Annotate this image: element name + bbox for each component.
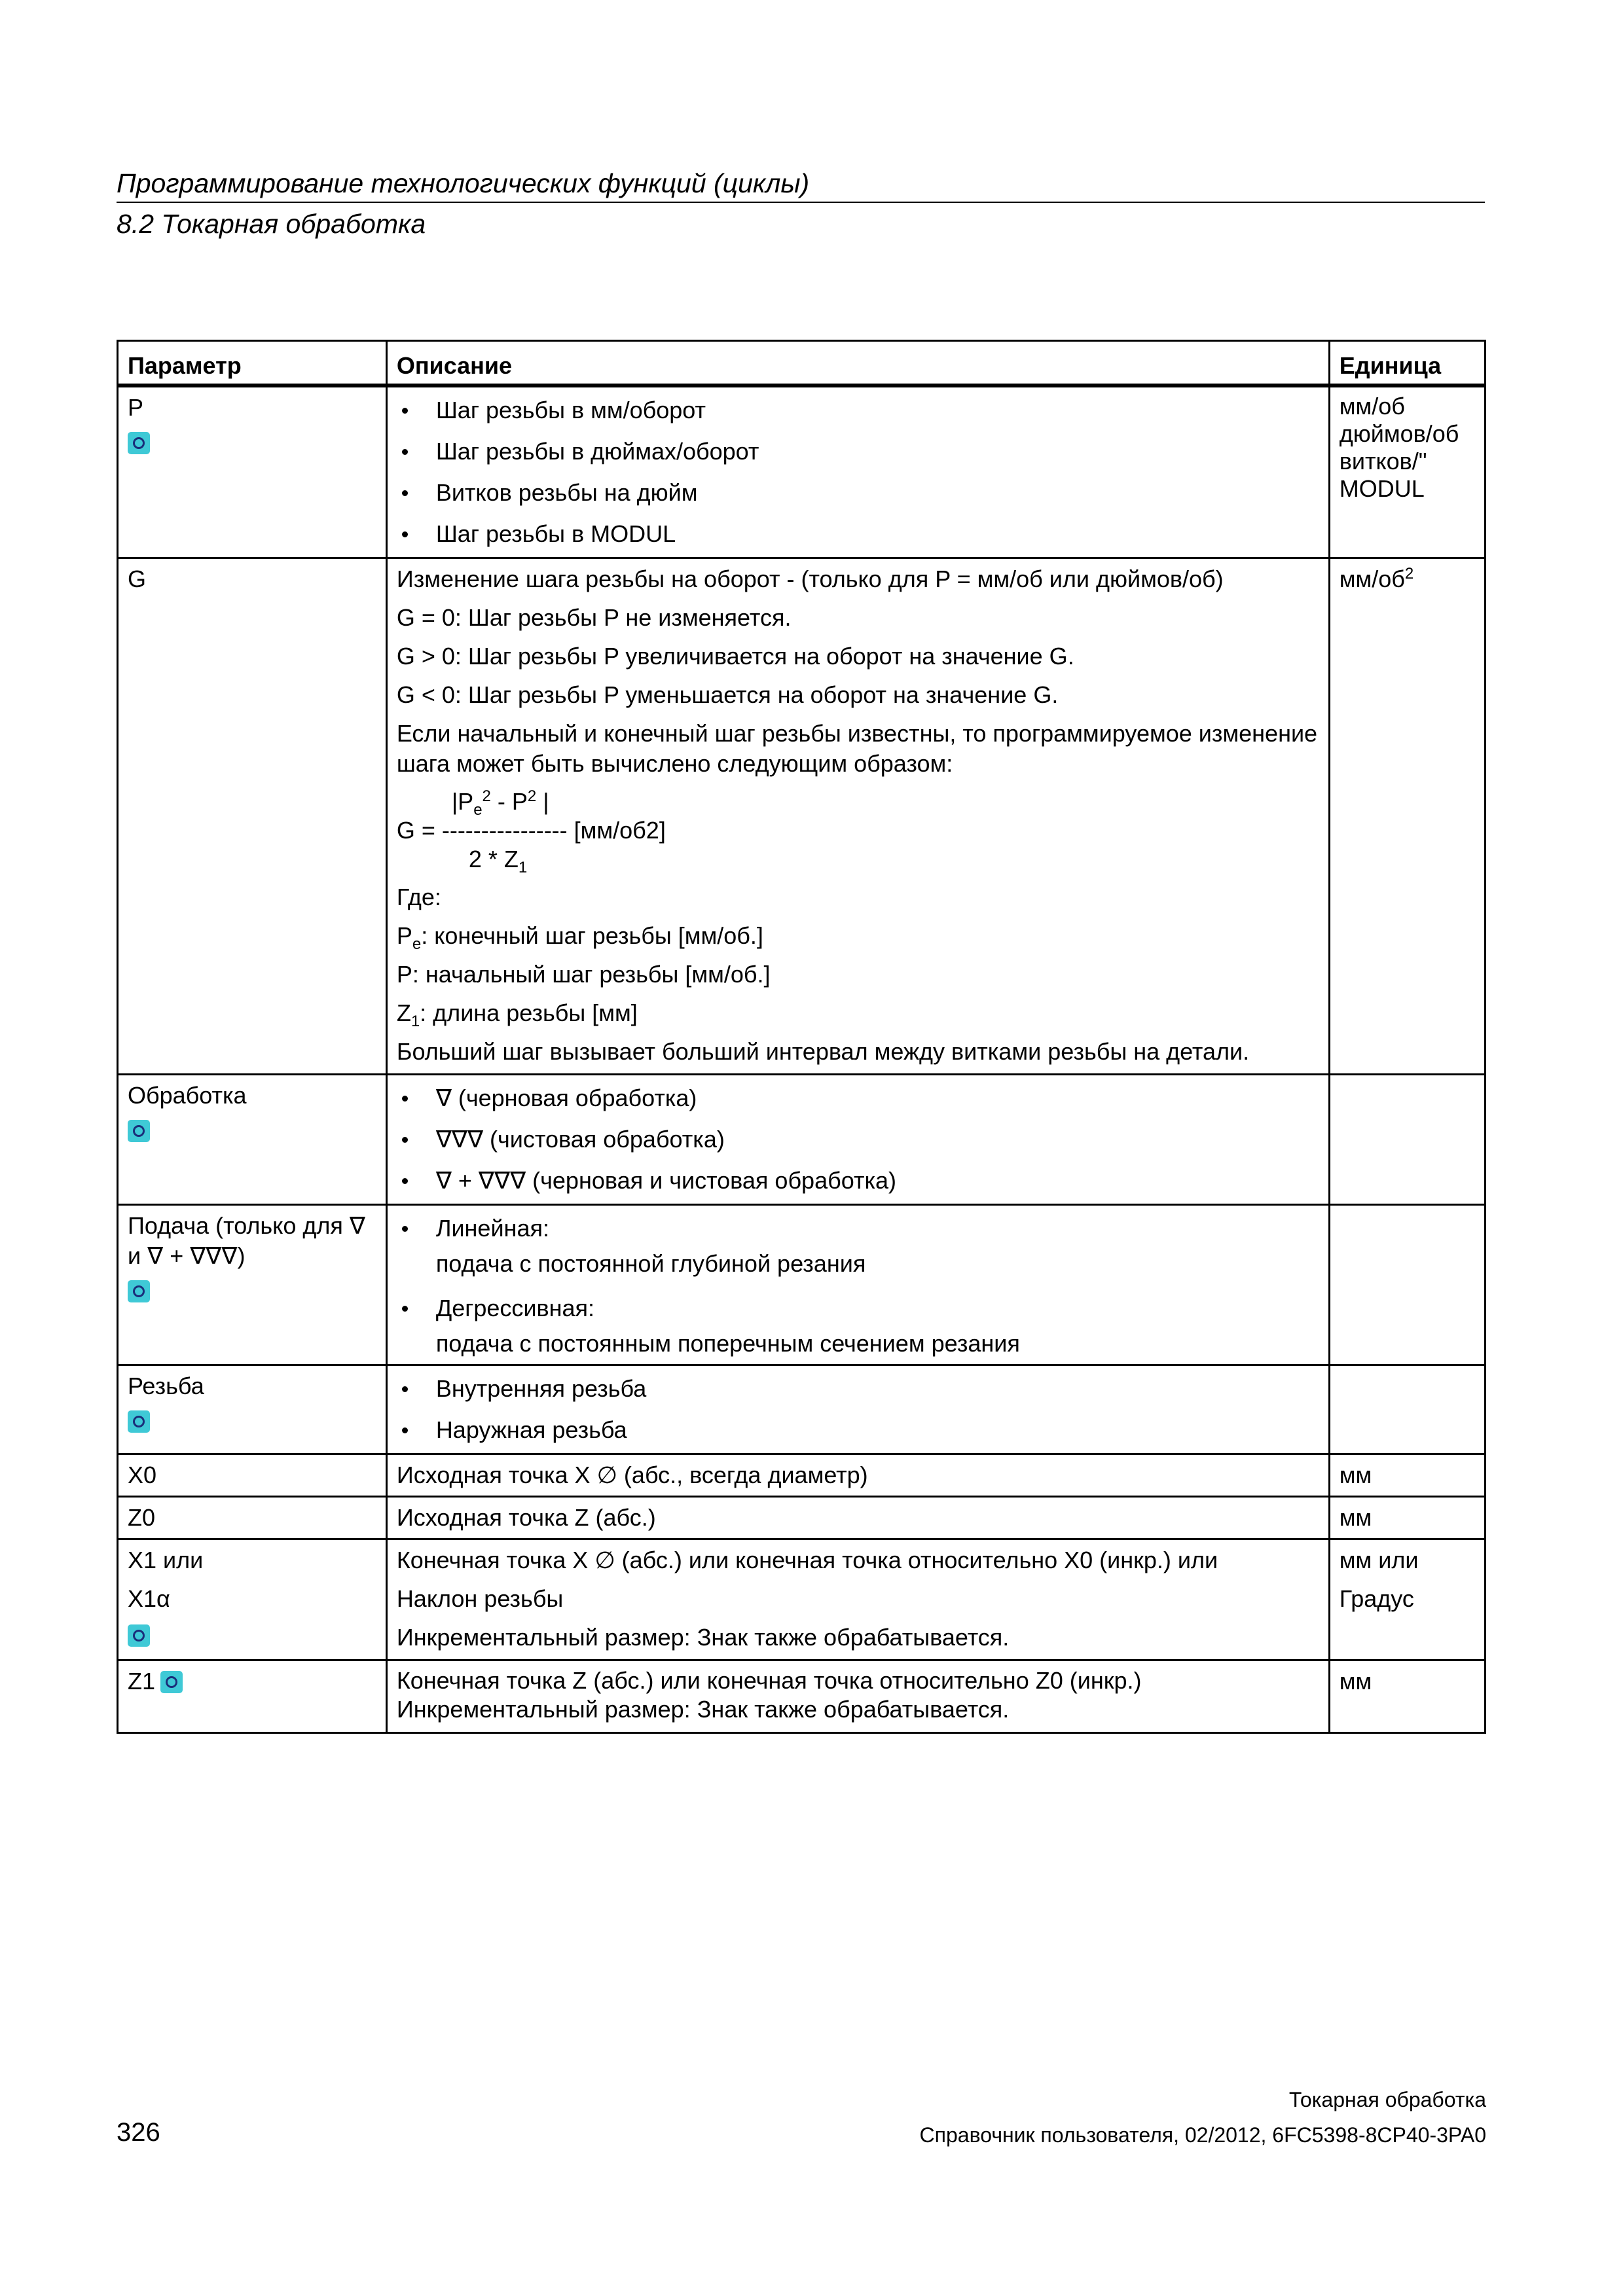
description-cell [386,1075,1329,1205]
description-cell [386,1205,1329,1365]
param-cell [118,1365,387,1454]
description-cell [386,558,1329,1075]
param-name: Резьба [128,1372,204,1399]
unit-value: $мм/об^2$ [1339,565,1414,592]
unit-cell [1329,386,1485,558]
toggle-icon[interactable] [128,1410,150,1433]
description-line: G = 0: Шаг резьбы P не изменяется. [396,604,792,631]
list-item: Шаг резьбы в MODUL [397,519,1319,549]
page-header-title: Программирование технологических функций (циклы) [117,168,810,198]
list-item: Линейная: [397,1213,1319,1244]
description-cell [386,386,1329,558]
table-row [118,1075,1486,1205]
unit-cell: мм [1329,1660,1485,1733]
param-name: P [128,394,144,421]
param-name: Z1 [128,1668,156,1695]
formula-numerator: $|P_e^2 - P^2$ | [451,787,549,819]
footer-manual: Справочник пользователя, 02/2012, 6FC5398-8CP40-3PA0 [919,2123,1486,2147]
param-cell [118,1539,387,1660]
list-item: ∇ (черновая обработка) [397,1083,1319,1113]
bullet-list [397,395,1319,549]
pitch-formula [396,787,1319,877]
formula-lhs: G = ---------------- [мм/об2] [396,817,666,844]
table-row [118,1497,1486,1539]
param-cell [118,1660,387,1733]
list-item: Витков резьбы на дюйм [397,478,1319,508]
toggle-icon[interactable] [128,432,150,454]
description-line: P: начальный шаг резьбы [мм/об.] [396,961,771,988]
list-item: Шаг резьбы в дюймах/оборот [397,437,1319,467]
param-name: Подача (только для ∇ и ∇ + ∇∇∇) [128,1212,365,1269]
table-row [118,558,1486,1075]
description-line: Наклон резьбы [396,1585,564,1612]
where-label: Где: [396,884,441,910]
unit-cell: мм [1329,1497,1485,1539]
unit-cell [1329,1075,1485,1205]
description-line: Больший шаг вызывает больший интервал между витками резьбы на детали. [396,1038,1250,1065]
param-name: G [128,565,147,592]
list-item: Внутренняя резьба [397,1374,1319,1404]
list-item-detail: подача с постоянной глубиной резания [435,1250,866,1277]
bullet-list [397,1083,1319,1196]
formula-denominator: $2 * Z_1$ [468,846,528,877]
unit-cell [1329,1205,1485,1365]
toggle-icon[interactable] [128,1280,150,1302]
description-line: $Z_1$: длина резьбы [мм] [396,999,638,1031]
param-cell [118,558,387,1075]
parameter-table [117,340,1486,1734]
header-unit: Единица [1329,341,1485,386]
list-item: Шаг резьбы в мм/оборот [397,395,1319,425]
unit-value: Градус [1339,1585,1414,1612]
description-cell [386,1539,1329,1660]
table-row [118,1660,1486,1733]
table-row [118,1454,1486,1497]
bullet-list [397,1293,1319,1323]
table-row [118,1539,1486,1660]
description-line: Инкрементальный размер: Знак также обрабатывается. [396,1696,1010,1723]
description-line: Если начальный и конечный шаг резьбы известны, то программируемое изменение шага может быть вычислено следующим образом: [396,720,1318,777]
param-cell [118,386,387,558]
toggle-icon[interactable] [160,1671,183,1693]
table-row [118,386,1486,558]
param-cell [118,1205,387,1365]
bullet-list [397,1213,1319,1244]
unit-cell: мм [1329,1454,1485,1497]
bullet-list [397,1374,1319,1445]
param-cell [118,1075,387,1205]
list-item: ∇∇∇ (чистовая обработка) [397,1124,1319,1155]
unit-value: витков/" [1339,448,1427,475]
page-header-section: 8.2 Токарная обработка [117,209,426,239]
description-cell: Исходная точка Z (абс.) [386,1497,1329,1539]
table-row [118,1365,1486,1454]
param-name: X1 или [128,1547,204,1573]
param-cell: Z0 [118,1497,387,1539]
unit-value: MODUL [1339,475,1425,502]
description-cell [386,1365,1329,1454]
param-cell: X0 [118,1454,387,1497]
description-line: Конечная точка X ∅ (абс.) или конечная точка относительно X0 (инкр.) или [396,1547,1218,1573]
page-number: 326 [117,2118,160,2147]
footer-chapter: Токарная обработка [1288,2088,1486,2111]
description-line: Изменение шага резьбы на оборот - (только для P = мм/об или дюймов/об) [396,565,1224,592]
param-name: X1α [128,1585,170,1612]
description-cell [386,1660,1329,1733]
unit-value: дюймов/об [1339,420,1459,447]
description-line: Инкрементальный размер: Знак также обрабатывается. [396,1624,1010,1651]
header-rule [117,202,1485,203]
toggle-icon[interactable] [128,1624,150,1647]
header-description: Описание [386,341,1329,386]
table-header-row [118,341,1486,386]
description-line: Конечная точка Z (абс.) или конечная точка относительно Z0 (инкр.) [396,1667,1142,1694]
description-line: G < 0: Шаг резьбы P уменьшается на оборот на значение G. [396,681,1059,708]
list-item: Наружная резьба [397,1415,1319,1445]
description-line: $P_e$: конечный шаг резьбы [мм/об.] [396,922,763,954]
unit-cell [1329,558,1485,1075]
description-cell: Исходная точка X ∅ (абс., всегда диаметр) [386,1454,1329,1497]
list-item-detail: подача с постоянным поперечным сечением резания [435,1330,1020,1357]
header-param: Параметр [118,341,387,386]
description-line: G > 0: Шаг резьбы P увеличивается на оборот на значение G. [396,643,1074,670]
list-item: Дегрессивная: [397,1293,1319,1323]
unit-cell [1329,1539,1485,1660]
unit-cell [1329,1365,1485,1454]
param-name: Обработка [128,1082,247,1109]
list-item: ∇ + ∇∇∇ (черновая и чистовая обработка) [397,1166,1319,1196]
toggle-icon[interactable] [128,1120,150,1142]
unit-value: мм/об [1339,393,1405,420]
unit-value: мм или [1339,1547,1419,1573]
table-row [118,1205,1486,1365]
